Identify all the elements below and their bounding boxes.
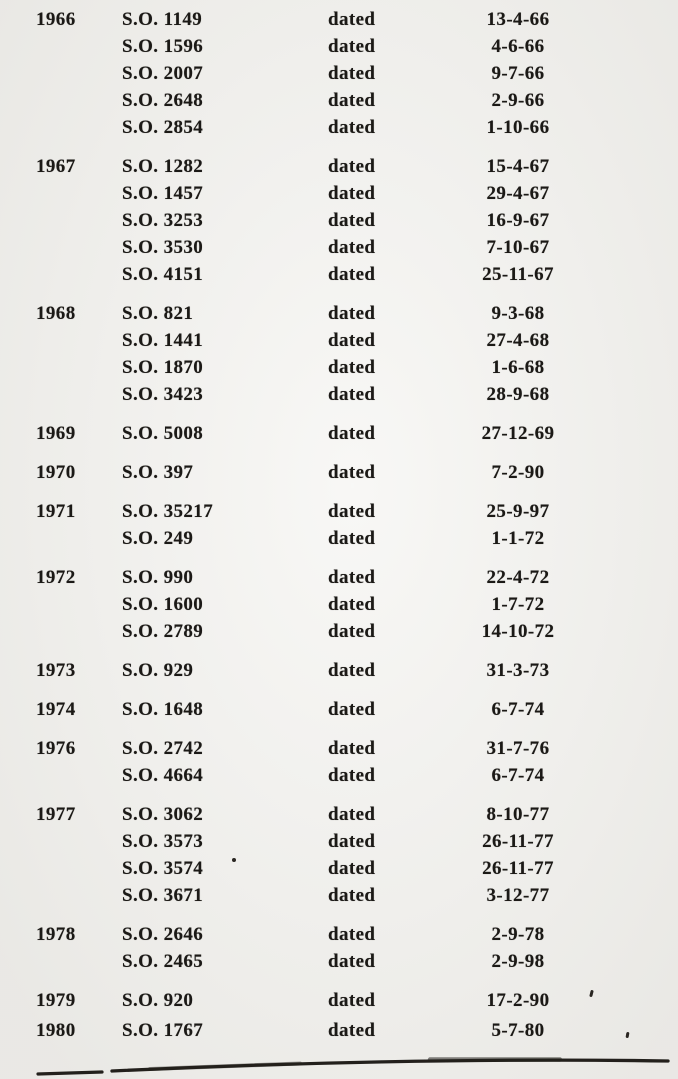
dated-label: dated [328, 357, 376, 378]
order-number: S.O. 3423 [122, 384, 204, 405]
year-label: 1973 [36, 660, 76, 681]
order-number: S.O. 1457 [122, 183, 204, 204]
order-date: 1-6-68 [491, 357, 545, 378]
table-row [0, 459, 678, 486]
order-number: S.O. 1149 [122, 9, 203, 30]
year-label: 1980 [36, 1020, 76, 1041]
order-date: 3-12-77 [486, 885, 550, 906]
row-spacer [588, 354, 678, 381]
order-date: 14-10-72 [481, 621, 555, 642]
year-label: 1971 [36, 501, 76, 522]
row-spacer [588, 1017, 678, 1044]
order-number: S.O. 2646 [122, 924, 204, 945]
dated-label: dated [328, 462, 376, 483]
year-label: 1970 [36, 462, 76, 483]
table-row [0, 762, 678, 789]
year-label: 1979 [36, 990, 76, 1011]
table-row [0, 801, 678, 828]
table-row [0, 153, 678, 180]
row-spacer [588, 498, 678, 525]
order-date: 1-7-72 [491, 594, 545, 615]
order-number: S.O. 1441 [122, 330, 204, 351]
table-row [0, 828, 678, 855]
row-spacer [588, 459, 678, 486]
order-date: 25-9-97 [486, 501, 550, 522]
year-label [0, 60, 122, 87]
table-row [0, 420, 678, 447]
order-number: S.O. 3062 [122, 804, 204, 825]
row-spacer [588, 234, 678, 261]
order-number: S.O. 2007 [122, 63, 204, 84]
year-label [0, 381, 122, 408]
row-spacer [588, 948, 678, 975]
order-number: S.O. 920 [122, 990, 194, 1011]
order-date: 6-7-74 [491, 765, 545, 786]
order-number: S.O. 3574 [122, 858, 204, 879]
order-number: S.O. 1282 [122, 156, 204, 177]
year-label [0, 114, 122, 141]
order-number: S.O. 929 [122, 660, 194, 681]
order-date: 31-7-76 [486, 738, 550, 759]
row-spacer [588, 855, 678, 882]
order-number: S.O. 249 [122, 528, 194, 549]
table-row [0, 33, 678, 60]
table-row [0, 207, 678, 234]
year-label [0, 234, 122, 261]
row-spacer [588, 6, 678, 33]
year-label: 1974 [36, 699, 76, 720]
table-row [0, 618, 678, 645]
order-date: 2-9-66 [491, 90, 545, 111]
order-date: 29-4-67 [486, 183, 550, 204]
order-number: S.O. 3253 [122, 210, 204, 231]
year-label [0, 882, 122, 909]
order-date: 27-12-69 [481, 423, 555, 444]
order-date: 15-4-67 [486, 156, 550, 177]
order-number: S.O. 2789 [122, 621, 204, 642]
table-row [0, 498, 678, 525]
table-row [0, 525, 678, 552]
dated-label: dated [328, 237, 376, 258]
year-label: 1978 [36, 924, 76, 945]
year-label: 1969 [36, 423, 76, 444]
dated-label: dated [328, 621, 376, 642]
dated-label: dated [328, 117, 376, 138]
year-label: 1976 [36, 738, 76, 759]
order-number: S.O. 3671 [122, 885, 204, 906]
year-label: 1968 [36, 303, 76, 324]
order-number: S.O. 821 [122, 303, 194, 324]
row-spacer [588, 261, 678, 288]
order-date: 22-4-72 [486, 567, 550, 588]
table-row [0, 564, 678, 591]
order-number: S.O. 4664 [122, 765, 204, 786]
row-spacer [588, 60, 678, 87]
dated-label: dated [328, 183, 376, 204]
table-row [0, 735, 678, 762]
table-row [0, 6, 678, 33]
table-row [0, 882, 678, 909]
order-date: 2-9-98 [491, 951, 545, 972]
order-date: 28-9-68 [486, 384, 550, 405]
dated-label: dated [328, 660, 376, 681]
dated-label: dated [328, 804, 376, 825]
table-row [0, 327, 678, 354]
dated-label: dated [328, 528, 376, 549]
row-spacer [588, 327, 678, 354]
row-spacer [588, 657, 678, 684]
dated-label: dated [328, 831, 376, 852]
order-date: 1-10-66 [486, 117, 550, 138]
year-label [0, 207, 122, 234]
order-date: 2-9-78 [491, 924, 545, 945]
order-number: S.O. 2465 [122, 951, 204, 972]
order-date: 9-7-66 [491, 63, 545, 84]
order-number: S.O. 2648 [122, 90, 204, 111]
dated-label: dated [328, 951, 376, 972]
scan-speck [232, 858, 236, 862]
year-label [0, 855, 122, 882]
row-spacer [588, 153, 678, 180]
year-label [0, 948, 122, 975]
row-spacer [588, 801, 678, 828]
order-date: 4-6-66 [491, 36, 545, 57]
order-date: 9-3-68 [491, 303, 545, 324]
table-row [0, 657, 678, 684]
row-spacer [588, 591, 678, 618]
year-label [0, 618, 122, 645]
dated-label: dated [328, 423, 376, 444]
dated-label: dated [328, 765, 376, 786]
table-row [0, 921, 678, 948]
order-date: 7-10-67 [486, 237, 550, 258]
row-spacer [588, 987, 678, 1014]
row-spacer [588, 921, 678, 948]
row-spacer [588, 87, 678, 114]
row-spacer [588, 564, 678, 591]
row-spacer [588, 33, 678, 60]
table-row [0, 1017, 678, 1044]
dated-label: dated [328, 699, 376, 720]
year-label [0, 180, 122, 207]
year-label [0, 828, 122, 855]
table-row [0, 114, 678, 141]
orders-table [0, 6, 678, 1044]
order-number: S.O. 35217 [122, 501, 214, 522]
dated-label: dated [328, 501, 376, 522]
dated-label: dated [328, 567, 376, 588]
table-row [0, 855, 678, 882]
year-label: 1972 [36, 567, 76, 588]
year-label: 1977 [36, 804, 76, 825]
dated-label: dated [328, 858, 376, 879]
row-spacer [588, 696, 678, 723]
order-number: S.O. 1870 [122, 357, 204, 378]
order-number: S.O. 4151 [122, 264, 204, 285]
dated-label: dated [328, 264, 376, 285]
order-date: 26-11-77 [482, 858, 554, 879]
year-label [0, 762, 122, 789]
dated-label: dated [328, 330, 376, 351]
table-row [0, 87, 678, 114]
bottom-rule [0, 1050, 678, 1079]
order-number: S.O. 2742 [122, 738, 204, 759]
table-row [0, 948, 678, 975]
order-date: 5-7-80 [491, 1020, 545, 1041]
order-number: S.O. 1767 [122, 1020, 204, 1041]
dated-label: dated [328, 303, 376, 324]
dated-label: dated [328, 594, 376, 615]
table-row [0, 180, 678, 207]
order-date: 26-11-77 [482, 831, 554, 852]
dated-label: dated [328, 384, 376, 405]
order-number: S.O. 1600 [122, 594, 204, 615]
order-date: 17-2-90 [486, 990, 550, 1011]
order-number: S.O. 990 [122, 567, 194, 588]
table-row [0, 696, 678, 723]
dated-label: dated [328, 990, 376, 1011]
year-label [0, 591, 122, 618]
row-spacer [588, 525, 678, 552]
order-date: 1-1-72 [491, 528, 545, 549]
row-spacer [588, 882, 678, 909]
dated-label: dated [328, 156, 376, 177]
row-spacer [588, 300, 678, 327]
table-row [0, 354, 678, 381]
table-row [0, 381, 678, 408]
table-row [0, 60, 678, 87]
row-spacer [588, 735, 678, 762]
dated-label: dated [328, 63, 376, 84]
table-row [0, 987, 678, 1014]
year-label: 1967 [36, 156, 76, 177]
order-date: 7-2-90 [491, 462, 545, 483]
order-date: 25-11-67 [482, 264, 554, 285]
dated-label: dated [328, 885, 376, 906]
table-row [0, 234, 678, 261]
order-date: 13-4-66 [486, 9, 550, 30]
order-number: S.O. 1596 [122, 36, 204, 57]
table-row [0, 261, 678, 288]
year-label [0, 354, 122, 381]
dated-label: dated [328, 90, 376, 111]
row-spacer [588, 420, 678, 447]
order-number: S.O. 3530 [122, 237, 204, 258]
row-spacer [588, 828, 678, 855]
table-row [0, 300, 678, 327]
year-label: 1966 [36, 9, 76, 30]
order-date: 31-3-73 [486, 660, 550, 681]
order-date: 8-10-77 [486, 804, 550, 825]
year-label [0, 261, 122, 288]
table-row [0, 591, 678, 618]
row-spacer [588, 180, 678, 207]
order-number: S.O. 397 [122, 462, 194, 483]
order-number: S.O. 5008 [122, 423, 204, 444]
order-number: S.O. 1648 [122, 699, 204, 720]
order-number: S.O. 3573 [122, 831, 204, 852]
order-date: 16-9-67 [486, 210, 550, 231]
dated-label: dated [328, 738, 376, 759]
year-label [0, 33, 122, 60]
year-label [0, 327, 122, 354]
row-spacer [588, 207, 678, 234]
order-date: 6-7-74 [491, 699, 545, 720]
dated-label: dated [328, 210, 376, 231]
order-number: S.O. 2854 [122, 117, 204, 138]
row-spacer [588, 618, 678, 645]
dated-label: dated [328, 9, 376, 30]
year-label [0, 525, 122, 552]
dated-label: dated [328, 36, 376, 57]
dated-label: dated [328, 1020, 376, 1041]
row-spacer [588, 762, 678, 789]
row-spacer [588, 381, 678, 408]
dated-label: dated [328, 924, 376, 945]
order-date: 27-4-68 [486, 330, 550, 351]
year-label [0, 87, 122, 114]
row-spacer [588, 114, 678, 141]
